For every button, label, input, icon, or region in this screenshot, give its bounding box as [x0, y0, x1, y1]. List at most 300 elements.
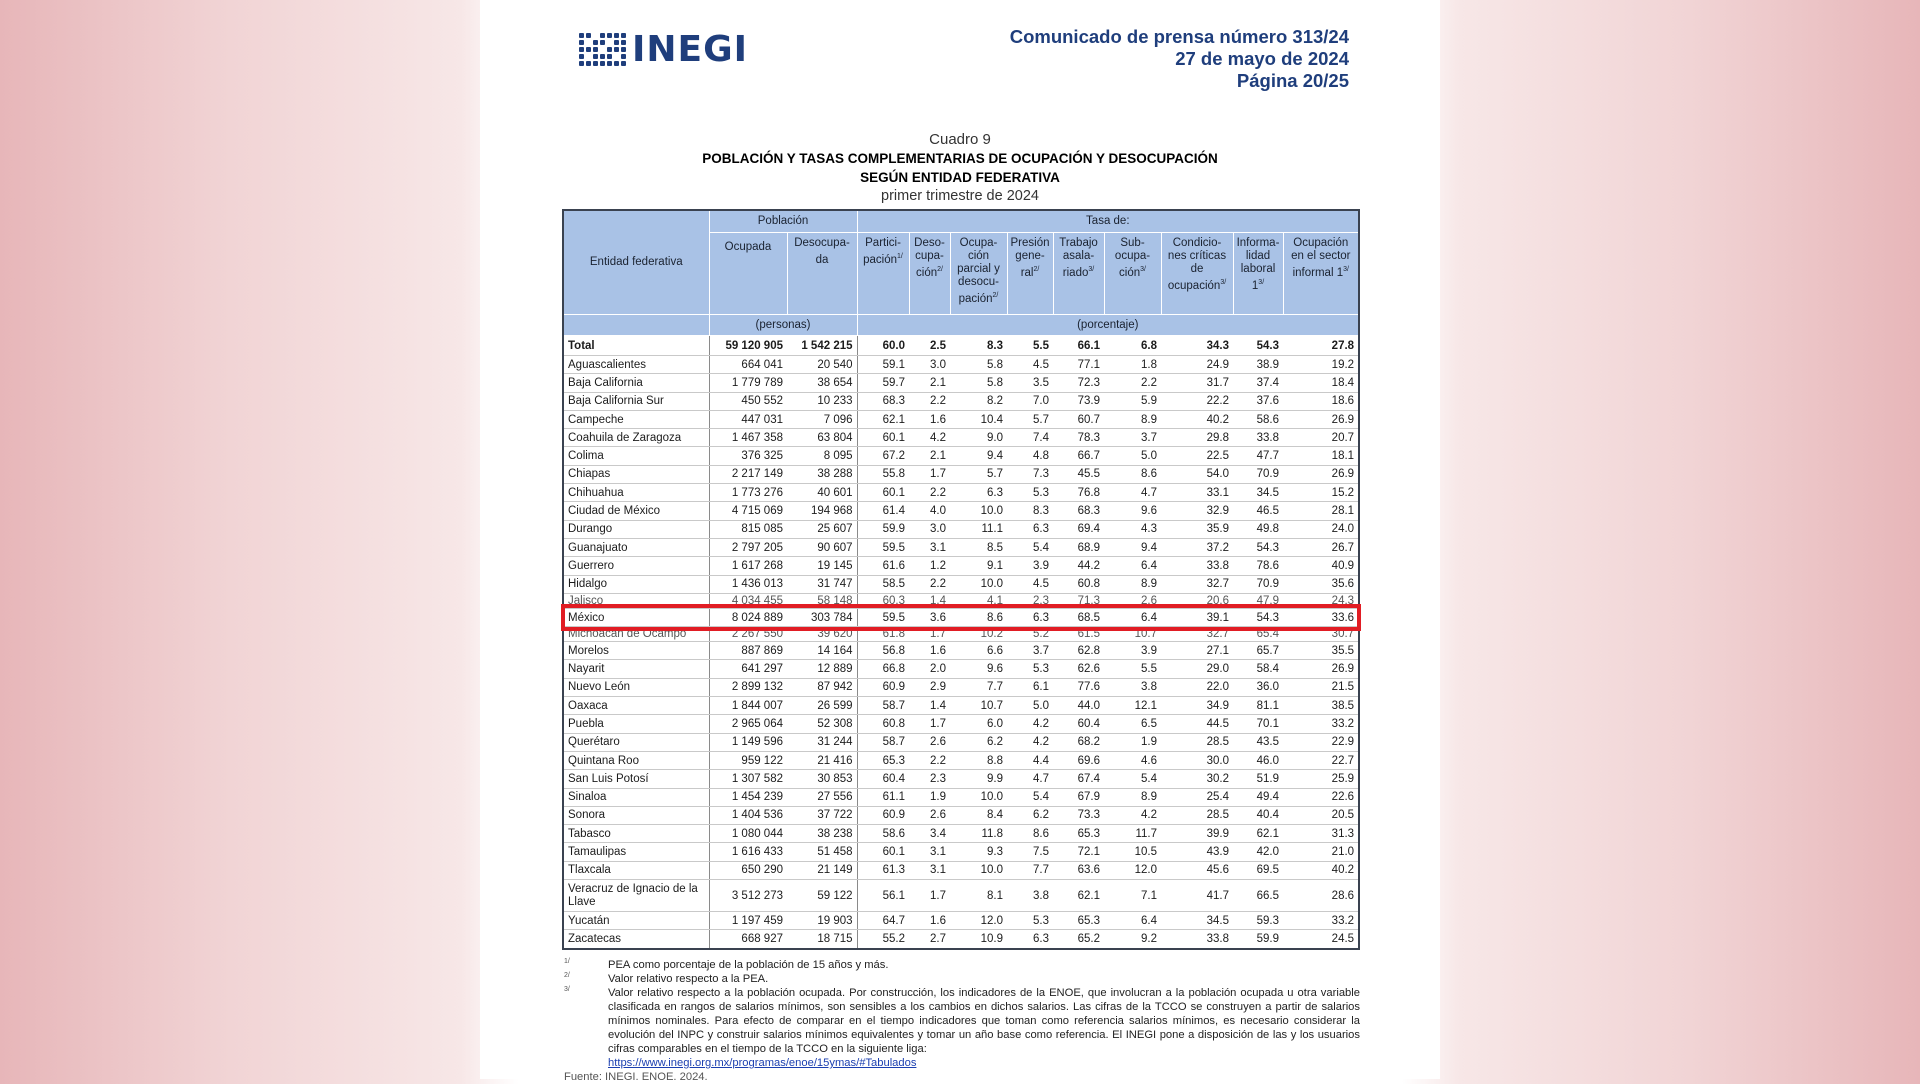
press-release-date: 27 de mayo de 2024 — [1175, 48, 1349, 69]
cell-value: 59.7 — [857, 374, 909, 392]
cell-value: 6.3 — [950, 484, 1007, 502]
cell-value: 1.7 — [909, 715, 950, 733]
footnote-1-text: PEA como porcentaje de la población de 15 años y más. — [608, 959, 889, 971]
cell-value: 26.7 — [1283, 538, 1359, 556]
cell-value: 7.4 — [1007, 429, 1053, 447]
cell-value: 46.0 — [1233, 751, 1283, 769]
cell-value: 25.9 — [1283, 770, 1359, 788]
cell-value: 4.4 — [1007, 751, 1053, 769]
column-header-label: Ocupa-ción parcial y desocu-pación — [957, 237, 1000, 305]
table-row — [563, 502, 1359, 520]
cell-value: 5.4 — [1104, 770, 1161, 788]
cell-value: 33.8 — [1161, 930, 1233, 949]
cell-value: 51 458 — [787, 843, 857, 861]
column-header-footnote-marker: 2/ — [937, 266, 943, 273]
cell-value: 10.7 — [1104, 627, 1161, 642]
cell-value: 40 601 — [787, 484, 857, 502]
cell-value: 10.7 — [950, 697, 1007, 715]
cell-value: 2.3 — [1007, 593, 1053, 608]
cell-value: 59.9 — [1233, 930, 1283, 949]
cell-value: 2.6 — [1104, 593, 1161, 608]
cell-entidad: Colima — [563, 447, 709, 465]
cell-value: 25.4 — [1161, 788, 1233, 806]
cell-value: 60.9 — [857, 806, 909, 824]
cell-value: 26 599 — [787, 697, 857, 715]
cell-value: 18.4 — [1283, 374, 1359, 392]
cell-value: 34.5 — [1233, 484, 1283, 502]
cell-value: 37 722 — [787, 806, 857, 824]
cell-value: 3.4 — [909, 825, 950, 843]
cell-value: 6.1 — [1007, 678, 1053, 696]
column-header-6 — [1007, 233, 1053, 315]
cell-value: 28.5 — [1161, 806, 1233, 824]
group-header-poblacion: Población — [709, 210, 857, 233]
cell-value: 3.0 — [909, 356, 950, 374]
cell-entidad: Tamaulipas — [563, 843, 709, 861]
cell-value: 2.1 — [909, 374, 950, 392]
cell-value: 4.7 — [1007, 770, 1053, 788]
footnote-3-body: Valor relativo respecto a la población ocupada. Por construcción, los indicadores de la ENOE, que involucran a la población ocupada u otra variable clasificada en rangos de salarios mínimos, son sensibles a los cambios en dichos salarios. Las cifras de la TCCO se construyen a partir de salarios mínimos nominales. Para efecto de comparar en el tiempo indicadores que toman como referencia salarios mínimos, es necesario considerar la evolución del INPC y construir salarios mínimos equivalentes y tomar un año base como referencia. El INEGI pone a disposición de las y los usuarios cifras comparables en el tiempo de la TCCO en la siguiente liga: — [608, 987, 1360, 1055]
cell-value: 33.2 — [1283, 912, 1359, 930]
cell-value: 60.1 — [857, 484, 909, 502]
cell-value: 59.5 — [857, 538, 909, 556]
cell-value: 38.9 — [1233, 356, 1283, 374]
cell-value: 5.8 — [950, 374, 1007, 392]
cell-entidad: Ciudad de México — [563, 502, 709, 520]
table-title-line2: SEGÚN ENTIDAD FEDERATIVA — [860, 170, 1060, 185]
cell-value: 22.2 — [1161, 392, 1233, 410]
cell-value: 60.1 — [857, 843, 909, 861]
cell-value: 62.1 — [857, 410, 909, 428]
cell-value: 32.7 — [1161, 575, 1233, 593]
cell-value: 3.7 — [1104, 429, 1161, 447]
cell-value: 58 148 — [787, 593, 857, 608]
cell-value: 1.7 — [909, 880, 950, 912]
inegi-logo-text: INEGI — [632, 29, 749, 70]
column-header-label: Partici-pación — [863, 237, 901, 266]
cell-value: 81.1 — [1233, 697, 1283, 715]
column-header-10 — [1233, 233, 1283, 315]
cell-entidad: Tabasco — [563, 825, 709, 843]
cell-value: 19.2 — [1283, 356, 1359, 374]
cell-value: 4.2 — [1104, 806, 1161, 824]
cell-value: 7.1 — [1104, 880, 1161, 912]
cell-value: 72.3 — [1053, 374, 1104, 392]
cell-value: 6.4 — [1104, 608, 1161, 626]
cell-entidad: Yucatán — [563, 912, 709, 930]
cell-value: 5.3 — [1007, 912, 1053, 930]
cell-value: 12.1 — [1104, 697, 1161, 715]
cell-value: 37.2 — [1161, 538, 1233, 556]
cell-value: 62.1 — [1053, 880, 1104, 912]
cell-value: 68.3 — [857, 392, 909, 410]
table-row — [563, 392, 1359, 410]
cell-value: 8.3 — [950, 336, 1007, 356]
cell-value: 5.0 — [1007, 697, 1053, 715]
cell-value: 33.8 — [1161, 557, 1233, 575]
table-row — [563, 861, 1359, 879]
column-header-11 — [1283, 233, 1359, 315]
table-row — [563, 465, 1359, 483]
column-header-footnote-marker: 3/ — [1088, 266, 1095, 273]
table-body — [563, 336, 1359, 949]
cell-value: 27.1 — [1161, 642, 1233, 660]
cell-value: 8.9 — [1104, 410, 1161, 428]
cell-value: 19 903 — [787, 912, 857, 930]
table-row — [563, 642, 1359, 660]
cell-value: 11.1 — [950, 520, 1007, 538]
cell-entidad: Querétaro — [563, 733, 709, 751]
cell-value: 1.8 — [1104, 356, 1161, 374]
cell-value: 21 416 — [787, 751, 857, 769]
cell-entidad: Sonora — [563, 806, 709, 824]
cell-value: 1 542 215 — [787, 336, 857, 356]
cell-value: 10.0 — [950, 502, 1007, 520]
cell-value: 6.4 — [1104, 557, 1161, 575]
cell-value: 8.3 — [1007, 502, 1053, 520]
cell-value: 1.4 — [909, 593, 950, 608]
cell-value: 31 244 — [787, 733, 857, 751]
tabulados-link[interactable]: https://www.inegi.org.mx/programas/enoe/15ymas/#Tabulados — [608, 1057, 917, 1069]
cell-value: 62.1 — [1233, 825, 1283, 843]
cell-value: 58.6 — [1233, 410, 1283, 428]
cell-value: 35.9 — [1161, 520, 1233, 538]
cell-value: 61.5 — [1053, 627, 1104, 642]
cell-value: 8.6 — [950, 608, 1007, 626]
cell-value: 29.8 — [1161, 429, 1233, 447]
cell-value: 10.2 — [950, 627, 1007, 642]
cell-value: 2.2 — [1104, 374, 1161, 392]
cell-value: 5.4 — [1007, 538, 1053, 556]
cell-value: 9.3 — [950, 843, 1007, 861]
cell-value: 30.7 — [1283, 627, 1359, 642]
cell-value: 20.6 — [1161, 593, 1233, 608]
cell-value: 4.7 — [1104, 484, 1161, 502]
cell-value: 5.7 — [950, 465, 1007, 483]
cell-value: 1.6 — [909, 410, 950, 428]
cell-value: 5.0 — [1104, 447, 1161, 465]
cell-entidad: Nayarit — [563, 660, 709, 678]
cell-value: 7.5 — [1007, 843, 1053, 861]
cell-value: 43.5 — [1233, 733, 1283, 751]
cell-entidad: Baja California — [563, 374, 709, 392]
cell-value: 5.4 — [1007, 788, 1053, 806]
cell-value: 38 654 — [787, 374, 857, 392]
cell-value: 58.6 — [857, 825, 909, 843]
cell-value: 77.6 — [1053, 678, 1104, 696]
cell-value: 22.7 — [1283, 751, 1359, 769]
cell-value: 65.3 — [857, 751, 909, 769]
table-number: Cuadro 9 — [929, 131, 991, 148]
cell-value: 69.4 — [1053, 520, 1104, 538]
cell-value: 65.2 — [1053, 930, 1104, 949]
table-row — [563, 678, 1359, 696]
cell-value: 30 853 — [787, 770, 857, 788]
cell-entidad: México — [563, 608, 709, 626]
cell-value: 35.5 — [1283, 642, 1359, 660]
cell-value: 4.0 — [909, 502, 950, 520]
cell-value: 52 308 — [787, 715, 857, 733]
cell-entidad: Total — [563, 336, 709, 356]
cell-entidad: Morelos — [563, 642, 709, 660]
cell-value: 664 041 — [709, 356, 787, 374]
table-row — [563, 806, 1359, 824]
cell-value: 73.3 — [1053, 806, 1104, 824]
cell-value: 3.7 — [1007, 642, 1053, 660]
cell-value: 58.7 — [857, 733, 909, 751]
cell-value: 61.4 — [857, 502, 909, 520]
cell-value: 3.1 — [909, 538, 950, 556]
cell-value: 60.8 — [857, 715, 909, 733]
table-row — [563, 429, 1359, 447]
cell-value: 56.1 — [857, 880, 909, 912]
cell-value: 10.0 — [950, 575, 1007, 593]
inegi-logo-mark — [579, 33, 627, 67]
cell-entidad: Tlaxcala — [563, 861, 709, 879]
cell-value: 76.8 — [1053, 484, 1104, 502]
column-header-footnote-marker: 3/ — [1343, 266, 1349, 273]
cell-value: 3.8 — [1007, 880, 1053, 912]
cell-value: 70.9 — [1233, 575, 1283, 593]
cell-value: 6.2 — [1007, 806, 1053, 824]
cell-value: 67.2 — [857, 447, 909, 465]
column-header-5 — [950, 233, 1007, 315]
cell-value: 39.1 — [1161, 608, 1233, 626]
cell-value: 8 024 889 — [709, 608, 787, 626]
cell-value: 68.3 — [1053, 502, 1104, 520]
cell-value: 2 217 149 — [709, 465, 787, 483]
cell-value: 55.2 — [857, 930, 909, 949]
cell-value: 3.5 — [1007, 374, 1053, 392]
table-title-line1: POBLACIÓN Y TASAS COMPLEMENTARIAS DE OCUPACIÓN Y DESOCUPACIÓN — [702, 151, 1218, 166]
cell-value: 31.3 — [1283, 825, 1359, 843]
cell-value: 54.3 — [1233, 336, 1283, 356]
cell-entidad: Aguascalientes — [563, 356, 709, 374]
cell-value: 6.3 — [1007, 608, 1053, 626]
cell-value: 30.0 — [1161, 751, 1233, 769]
cell-value: 27 556 — [787, 788, 857, 806]
cell-value: 58.7 — [857, 697, 909, 715]
cell-value: 9.0 — [950, 429, 1007, 447]
cell-value: 815 085 — [709, 520, 787, 538]
cell-value: 1.4 — [909, 697, 950, 715]
cell-value: 12 889 — [787, 660, 857, 678]
cell-value: 69.6 — [1053, 751, 1104, 769]
column-header-label: Presión gene-ral — [1010, 237, 1050, 279]
cell-value: 2.6 — [909, 733, 950, 751]
group-header-tasa: Tasa de: — [857, 210, 1359, 233]
cell-value: 26.9 — [1283, 660, 1359, 678]
cell-value: 10.4 — [950, 410, 1007, 428]
cell-value: 376 325 — [709, 447, 787, 465]
cell-value: 60.4 — [1053, 715, 1104, 733]
cell-value: 1 436 013 — [709, 575, 787, 593]
cell-value: 38 238 — [787, 825, 857, 843]
cell-value: 54.0 — [1161, 465, 1233, 483]
data-table — [562, 209, 1360, 950]
cell-value: 7.3 — [1007, 465, 1053, 483]
cell-value: 450 552 — [709, 392, 787, 410]
cell-value: 1.9 — [1104, 733, 1161, 751]
cell-value: 28.5 — [1161, 733, 1233, 751]
cell-value: 56.8 — [857, 642, 909, 660]
cell-value: 3.1 — [909, 861, 950, 879]
table-row — [563, 447, 1359, 465]
cell-value: 24.3 — [1283, 593, 1359, 608]
cell-value: 5.8 — [950, 356, 1007, 374]
cell-value: 26.9 — [1283, 465, 1359, 483]
cell-value: 8.9 — [1104, 575, 1161, 593]
cell-value: 58.4 — [1233, 660, 1283, 678]
cell-value: 26.9 — [1283, 410, 1359, 428]
cell-value: 8.1 — [950, 880, 1007, 912]
cell-value: 5.5 — [1104, 660, 1161, 678]
table-row — [563, 575, 1359, 593]
cell-value: 68.9 — [1053, 538, 1104, 556]
cell-value: 66.1 — [1053, 336, 1104, 356]
cell-value: 4.5 — [1007, 356, 1053, 374]
table-row — [563, 374, 1359, 392]
cell-value: 1 197 459 — [709, 912, 787, 930]
cell-entidad: Baja California Sur — [563, 392, 709, 410]
cell-value: 5.9 — [1104, 392, 1161, 410]
cell-value: 31.7 — [1161, 374, 1233, 392]
cell-value: 70.9 — [1233, 465, 1283, 483]
cell-value: 641 297 — [709, 660, 787, 678]
cell-value: 46.5 — [1233, 502, 1283, 520]
cell-value: 37.4 — [1233, 374, 1283, 392]
unit-personas: (personas) — [709, 315, 857, 336]
cell-value: 40.4 — [1233, 806, 1283, 824]
footnote-2 — [564, 972, 1360, 986]
cell-value: 5.3 — [1007, 484, 1053, 502]
cell-entidad: Hidalgo — [563, 575, 709, 593]
table-row — [563, 660, 1359, 678]
footnote-1-marker: 1/ — [564, 958, 570, 965]
table-row — [563, 697, 1359, 715]
cell-value: 9.1 — [950, 557, 1007, 575]
cell-value: 65.4 — [1233, 627, 1283, 642]
cell-value: 62.6 — [1053, 660, 1104, 678]
cell-value: 58.5 — [857, 575, 909, 593]
cell-value: 1 307 582 — [709, 770, 787, 788]
table-row — [563, 538, 1359, 556]
cell-value: 1.2 — [909, 557, 950, 575]
column-header-label: Informa-lidad laboral 1 — [1236, 237, 1280, 292]
cell-value: 10.0 — [950, 861, 1007, 879]
table-row — [563, 520, 1359, 538]
cell-value: 8.6 — [1007, 825, 1053, 843]
column-header-label: Condicio-nes críticas de ocupación — [1167, 237, 1227, 292]
cell-value: 6.3 — [1007, 930, 1053, 949]
cell-value: 37.6 — [1233, 392, 1283, 410]
cell-entidad: San Luis Potosí — [563, 770, 709, 788]
cell-value: 959 122 — [709, 751, 787, 769]
cell-value: 47.7 — [1233, 447, 1283, 465]
cell-value: 6.8 — [1104, 336, 1161, 356]
cell-value: 4.2 — [1007, 715, 1053, 733]
cell-value: 2.2 — [909, 751, 950, 769]
cell-value: 8.9 — [1104, 788, 1161, 806]
cell-entidad: Zacatecas — [563, 930, 709, 949]
cell-value: 21 149 — [787, 861, 857, 879]
cell-value: 29.0 — [1161, 660, 1233, 678]
cell-value: 4.3 — [1104, 520, 1161, 538]
column-header-9 — [1161, 233, 1233, 315]
cell-value: 38 288 — [787, 465, 857, 483]
cell-value: 2.0 — [909, 660, 950, 678]
cell-entidad: Jalisco — [563, 593, 709, 608]
table-row — [563, 715, 1359, 733]
cell-value: 40.9 — [1283, 557, 1359, 575]
cell-value: 4.2 — [909, 429, 950, 447]
cell-value: 65.3 — [1053, 912, 1104, 930]
column-header-8 — [1104, 233, 1161, 315]
cell-value: 2.7 — [909, 930, 950, 949]
cell-value: 40.2 — [1161, 410, 1233, 428]
cell-value: 9.4 — [950, 447, 1007, 465]
cell-value: 68.2 — [1053, 733, 1104, 751]
cell-value: 5.7 — [1007, 410, 1053, 428]
cell-value: 40.2 — [1283, 861, 1359, 879]
cell-value: 2 965 064 — [709, 715, 787, 733]
cell-value: 24.9 — [1161, 356, 1233, 374]
cell-value: 60.1 — [857, 429, 909, 447]
cell-value: 7.7 — [1007, 861, 1053, 879]
cell-value: 59.3 — [1233, 912, 1283, 930]
cell-value: 20.7 — [1283, 429, 1359, 447]
cell-value: 2.9 — [909, 678, 950, 696]
cell-value: 1 779 789 — [709, 374, 787, 392]
footnote-3 — [564, 986, 1360, 1070]
cell-value: 63 804 — [787, 429, 857, 447]
cell-value: 54.3 — [1233, 608, 1283, 626]
cell-value: 34.3 — [1161, 336, 1233, 356]
cell-entidad: Puebla — [563, 715, 709, 733]
cell-value: 1 454 239 — [709, 788, 787, 806]
column-header-label: Desocupa-da — [794, 237, 850, 266]
cell-value: 11.7 — [1104, 825, 1161, 843]
cell-value: 12.0 — [950, 912, 1007, 930]
column-header-label: Deso-cupa-ción — [914, 237, 945, 279]
cell-entidad: Oaxaca — [563, 697, 709, 715]
cell-value: 5.5 — [1007, 336, 1053, 356]
cell-value: 1 404 536 — [709, 806, 787, 824]
cell-entidad: Michoacán de Ocampo — [563, 627, 709, 642]
cell-value: 2.2 — [909, 575, 950, 593]
cell-value: 4.5 — [1007, 575, 1053, 593]
cell-value: 12.0 — [1104, 861, 1161, 879]
table-row — [563, 733, 1359, 751]
table-row — [563, 825, 1359, 843]
press-release-header — [1010, 26, 1349, 92]
cell-value: 15.2 — [1283, 484, 1359, 502]
column-header-footnote-marker: 1/ — [897, 253, 903, 260]
inegi-logo — [579, 30, 748, 70]
table-subtitle: primer trimestre de 2024 — [881, 188, 1039, 204]
cell-value: 45.6 — [1161, 861, 1233, 879]
table-row — [563, 912, 1359, 930]
cell-value: 6.5 — [1104, 715, 1161, 733]
source-note: Fuente: INEGI. ENOE. 2024. — [564, 1071, 708, 1083]
cell-value: 1 617 268 — [709, 557, 787, 575]
cell-entidad: Guanajuato — [563, 538, 709, 556]
cell-value: 194 968 — [787, 502, 857, 520]
cell-value: 69.5 — [1233, 861, 1283, 879]
cell-value: 11.8 — [950, 825, 1007, 843]
cell-value: 30.2 — [1161, 770, 1233, 788]
column-header-footnote-marker: 2/ — [1033, 266, 1040, 273]
